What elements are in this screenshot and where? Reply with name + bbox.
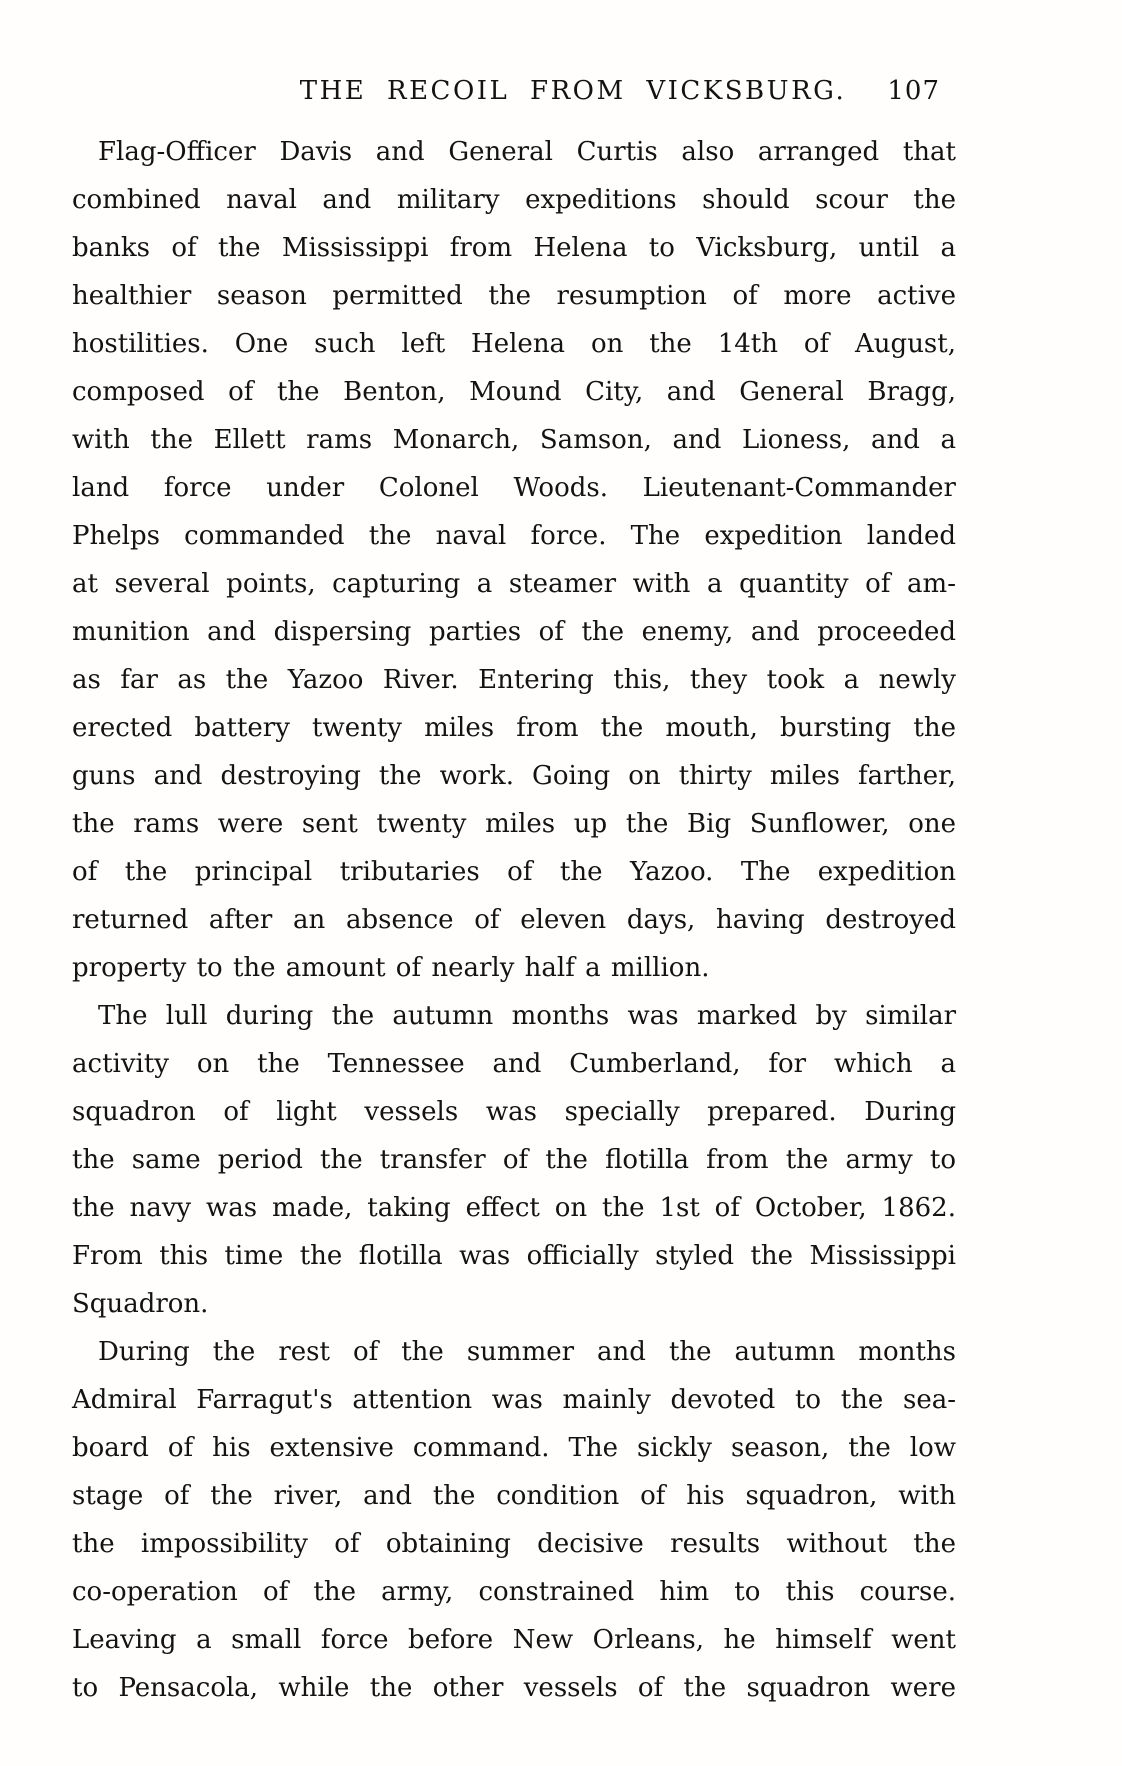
text-line: with the Ellett rams Monarch, Samson, and Lioness, and a <box>72 425 956 455</box>
text-line: erected battery twenty miles from the mouth, bursting the <box>72 713 956 743</box>
paragraph-2 <box>72 992 956 1328</box>
text-line: squadron of light vessels was specially prepared. During <box>72 1097 956 1127</box>
text-line: hostilities. One such left Helena on the 14th of August, <box>72 329 956 359</box>
text-line: to Pensacola, while the other vessels of the squadron were <box>72 1673 956 1703</box>
text-line: of the principal tributaries of the Yazoo. The expedition <box>72 857 956 887</box>
text-line: munition and dispersing parties of the enemy, and proceeded <box>72 617 956 647</box>
text-line: board of his extensive command. The sickly season, the low <box>72 1433 956 1463</box>
text-line: combined naval and military expeditions should scour the <box>72 185 956 215</box>
text-line: the impossibility of obtaining decisive results without the <box>72 1529 956 1559</box>
paragraph-3 <box>72 1328 956 1712</box>
text-line: healthier season permitted the resumption of more active <box>72 281 956 311</box>
text-line: returned after an absence of eleven days, having destroyed <box>72 905 956 935</box>
text-line: Phelps commanded the naval force. The expedition landed <box>72 521 956 551</box>
text-line: guns and destroying the work. Going on thirty miles farther, <box>72 761 956 791</box>
text-line: the rams were sent twenty miles up the Big Sunflower, one <box>72 809 956 839</box>
text-line: From this time the flotilla was officially styled the Mississippi <box>72 1241 956 1271</box>
page-header <box>72 76 956 110</box>
text-line: property to the amount of nearly half a million. <box>72 953 710 983</box>
text-line: stage of the river, and the condition of his squadron, with <box>72 1481 956 1511</box>
text-line: Squadron. <box>72 1289 209 1319</box>
text-line: the navy was made, taking effect on the 1st of October, 1862. <box>72 1193 956 1223</box>
text-line: composed of the Benton, Mound City, and General Bragg, <box>72 377 956 407</box>
text-line: banks of the Mississippi from Helena to Vicksburg, until a <box>72 233 956 263</box>
text-line: Admiral Farragut's attention was mainly devoted to the sea- <box>72 1385 956 1415</box>
text-line: at several points, capturing a steamer with a quantity of am- <box>72 569 956 599</box>
page-body <box>72 128 956 1712</box>
running-title: THE RECOIL FROM VICKSBURG. <box>299 76 847 106</box>
text-line: activity on the Tennessee and Cumberland, for which a <box>72 1049 956 1079</box>
text-line: the same period the transfer of the flotilla from the army to <box>72 1145 956 1175</box>
text-line: During the rest of the summer and the autumn months <box>98 1337 956 1367</box>
text-line: land force under Colonel Woods. Lieutenant-Commander <box>72 473 956 503</box>
page-number: 107 <box>887 76 940 106</box>
text-line: Flag-Officer Davis and General Curtis also arranged that <box>98 137 956 167</box>
text-line: as far as the Yazoo River. Entering this, they took a newly <box>72 665 956 695</box>
text-line: The lull during the autumn months was marked by similar <box>98 1001 956 1031</box>
text-line: Leaving a small force before New Orleans, he himself went <box>72 1625 956 1655</box>
text-line: co-operation of the army, constrained him to this course. <box>72 1577 956 1607</box>
paragraph-1 <box>72 128 956 992</box>
